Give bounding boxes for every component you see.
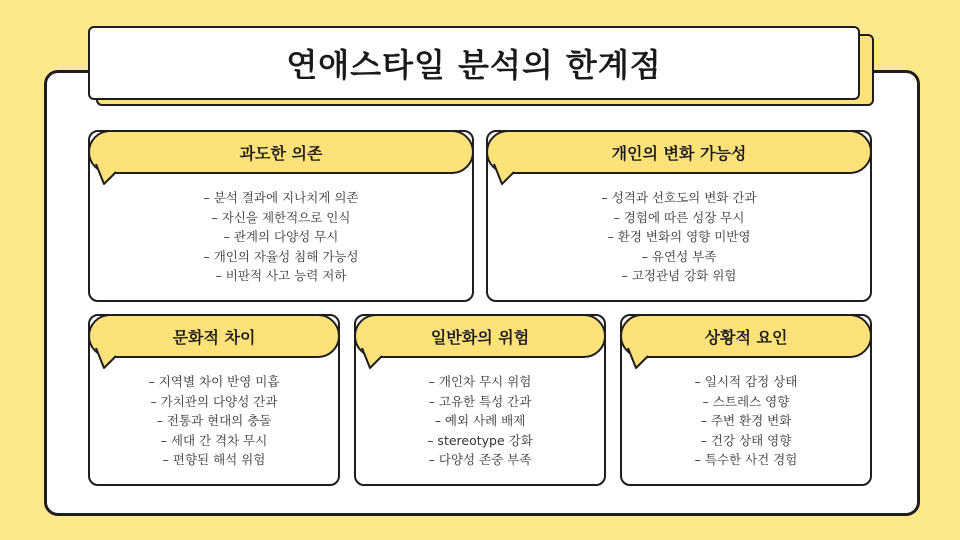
card-heading: 일반화의 위험 [430, 327, 530, 347]
list-item: – 특수한 사건 경험 [694, 452, 798, 467]
list-item: – 고유한 특성 간과 [428, 393, 532, 409]
list-item: – 분석 결과에 지나치게 의존 [203, 190, 359, 205]
list-item: – 자신을 제한적으로 인식 [211, 209, 351, 225]
list-item: – 주변 환경 변화 [700, 413, 792, 428]
list-item: – 고정관념 강화 위험 [621, 268, 737, 283]
card-items [90, 188, 472, 286]
list-item: – 예외 사례 배제 [434, 413, 526, 428]
list-item: – 환경 변화의 영향 미반영 [607, 229, 751, 244]
card-heading: 문화적 차이 [172, 327, 256, 347]
list-item: – 경험에 따른 성장 무시 [613, 209, 745, 225]
list-item: – 개인차 무시 위험 [428, 374, 532, 389]
card-items [622, 372, 870, 470]
list-item: – 관계의 다양성 무시 [223, 229, 339, 244]
card-cultural-difference [88, 314, 340, 486]
list-item: – 스트레스 영향 [702, 393, 790, 409]
card-situational-factors [620, 314, 872, 486]
list-item: – 개인의 자율성 침해 가능성 [203, 248, 359, 264]
list-item: – stereotype 강화 [427, 432, 533, 448]
list-item: – 세대 간 격차 무시 [160, 432, 268, 448]
card-heading-bubble [88, 130, 474, 174]
list-item: – 편향된 해석 위험 [162, 452, 266, 467]
card-heading: 개인의 변화 가능성 [611, 143, 747, 163]
card-heading: 과도한 의존 [239, 143, 323, 163]
card-items [90, 372, 338, 470]
list-item: – 성격과 선호도의 변화 간과 [601, 190, 757, 205]
card-generalization-risk [354, 314, 606, 486]
title-box [88, 26, 860, 100]
page-title: 연애스타일 분석의 한계점 [286, 46, 662, 84]
card-items [356, 372, 604, 470]
list-item: – 다양성 존중 부족 [428, 452, 532, 467]
card-heading-bubble [486, 130, 872, 174]
list-item: – 비판적 사고 능력 저하 [215, 268, 347, 283]
list-item: – 가치관의 다양성 간과 [150, 393, 278, 409]
card-items [488, 188, 870, 286]
list-item: – 건강 상태 영향 [700, 432, 792, 448]
card-heading: 상황적 요인 [704, 327, 788, 347]
list-item: – 일시적 감정 상태 [694, 374, 798, 389]
card-overdependence [88, 130, 474, 302]
list-item: – 전통과 현대의 충돌 [156, 413, 272, 428]
list-item: – 유연성 부족 [641, 248, 717, 264]
list-item: – 지역별 차이 반영 미흡 [148, 374, 280, 389]
card-personal-change [486, 130, 872, 302]
